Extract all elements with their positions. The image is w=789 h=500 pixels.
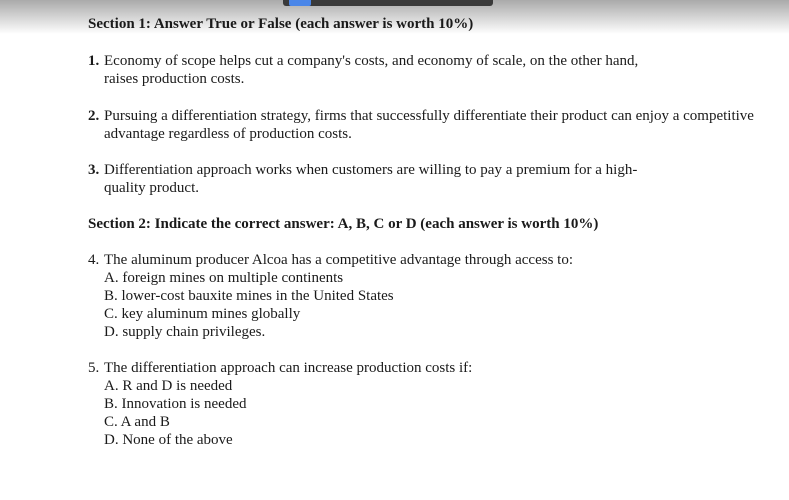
question-number: 2. [88,108,100,124]
question-text: Differentiation approach works when customers are willing to pay a premium for a high-quality product. [104,162,638,196]
question-2 [88,107,768,143]
toolbar-button[interactable] [289,0,311,6]
question-1 [88,52,768,88]
question-number: 5. [88,360,100,376]
section-2-heading: Section 2: Indicate the correct answer: A, B, C or D (each answer is worth 10%) [88,216,599,232]
question-4 [88,251,768,341]
answer-option-c: C. key aluminum mines globally [104,306,301,322]
answer-option-b: B. lower-cost bauxite mines in the United States [104,288,394,304]
question-text: The aluminum producer Alcoa has a competitive advantage through access to: [104,252,574,268]
viewer-toolbar [283,0,493,6]
answer-option-d: D. None of the above [104,432,233,448]
question-text: The differentiation approach can increase production costs if: [104,360,473,376]
question-5 [88,359,768,449]
question-number: 3. [88,162,100,178]
answer-option-d: D. supply chain privileges. [104,324,266,340]
section-1-heading: Section 1: Answer True or False (each answer is worth 10%) [88,16,474,32]
question-number: 4. [88,252,100,268]
question-3 [88,161,768,197]
answer-option-c: C. A and B [104,414,170,430]
question-text: Economy of scope helps cut a company's costs, and economy of scale, on the other hand, raises production costs. [104,53,639,87]
answer-option-a: A. foreign mines on multiple continents [104,270,344,286]
answer-option-b: B. Innovation is needed [104,396,247,412]
question-number: 1. [88,53,100,69]
question-text: Pursuing a differentiation strategy, firms that successfully differentiate their product can enjoy a competitive advantage regardless of production costs. [104,108,754,142]
answer-option-a: A. R and D is needed [104,378,233,394]
